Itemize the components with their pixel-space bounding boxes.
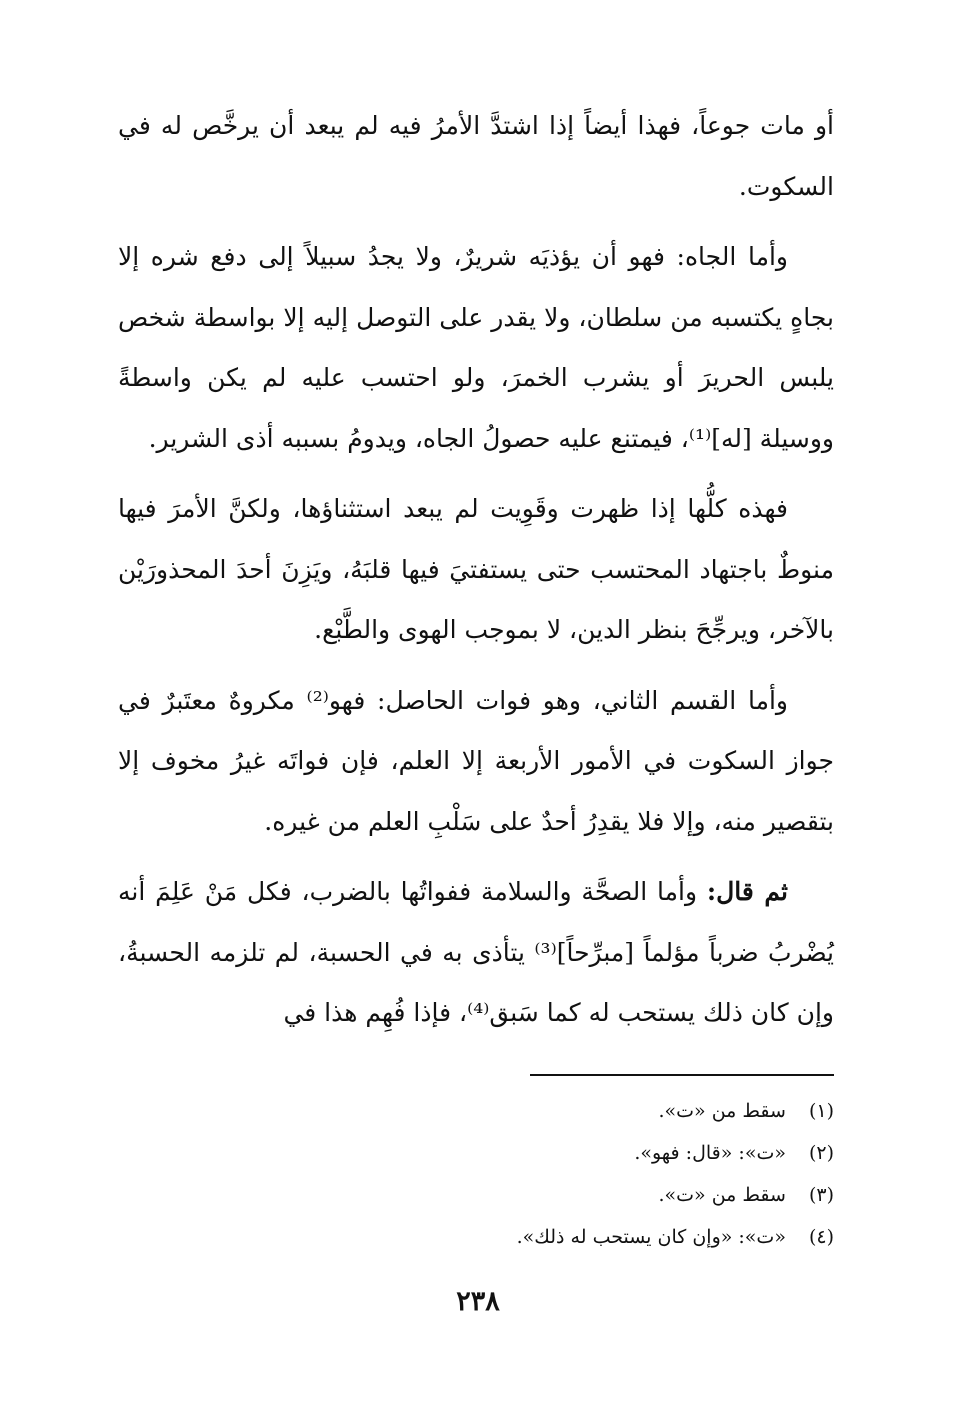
paragraph-text: أو مات جوعاً، فهذا أيضاً إذا اشتدَّ الأمرُ فيه لم يبعد أن يرخَّص له في السكوت. [118, 111, 834, 201]
main-text [118, 96, 834, 1054]
paragraph-text: وأما الجاه: فهو أن يؤذيَه شريرٌ، ولا يجدُ سبيلاً إلى دفع شره إلا بجاهٍ يكتسبه من سلطان، ولا يقدر على التوصل إليه إلا بواسطة شخص يلبس الحريرَ أو يشرب الخمرَ، ولو احتسب عليه لم يكن واسطةً ووسيلة [له]⁽¹⁾، فيمتنع عليه حصولُ الجاه، ويدومُ بسببه أذى الشرير. [118, 242, 834, 453]
footnote-divider [530, 1074, 834, 1076]
footnote-number: (٤) [808, 1226, 834, 1248]
paragraph-lead: ثم قال: [706, 877, 789, 906]
footnote-number: (٢) [808, 1142, 834, 1164]
footnote-number: (١) [808, 1100, 834, 1122]
footnote-item [118, 1216, 834, 1258]
paragraph-1 [118, 96, 834, 217]
footnote-item [118, 1132, 834, 1174]
footnote-text: سقط من «ت». [658, 1100, 786, 1122]
footnote-item [118, 1174, 834, 1216]
paragraph-3 [118, 479, 834, 661]
footnotes-list [118, 1090, 834, 1258]
footnote-text: «ت»: «قال: فهو». [634, 1142, 786, 1164]
footnote-text: سقط من «ت». [658, 1184, 786, 1206]
footnote-item [118, 1090, 834, 1132]
paragraph-2 [118, 227, 834, 469]
paragraph-text: فهذه كلُّها إذا ظهرت وقَوِيت لم يبعد استثناؤها، ولكنَّ الأمرَ فيها منوطٌ باجتهاد المحتسب حتى يستفتيَ فيها قلبَهُ، ويَزِنَ أحدَ المحذورَيْن بالآخر، ويرجِّحَ بنظر الدين، لا بموجب الهوى والطَّبْع. [118, 494, 834, 644]
footnote-number: (٣) [808, 1184, 834, 1206]
footnote-text: «ت»: «وإن كان يستحب له ذلك». [516, 1226, 786, 1248]
paragraph-text: وأما القسم الثاني، وهو فوات الحاصل: فهو⁽²⁾ مكروهٌ معتَبرٌ في جواز السكوت في الأمور الأربعة إلا العلم، فإن فواتَه غيرُ مخوف إلا بتقصير منه، وإلا فلا يقدِرُ أحدٌ على سَلْبِ العلم من غيره. [118, 685, 834, 836]
page-number: ٢٣٨ [456, 1286, 500, 1317]
paragraph-4 [118, 671, 834, 853]
paragraph-5 [118, 862, 834, 1044]
paragraph-text: وأما الصحَّة والسلامة ففواتُها بالضرب، فكل مَنْ عَلِمَ أنه يُضْربُ ضرباً مؤلماً [مبرِّحاً]⁽³⁾ يتأذى به في الحسبة، لم تلزمه الحسبةُ، وإن كان ذلك يستحب له كما سَبق⁽⁴⁾، فإذا فُهِم هذا في [118, 877, 834, 1027]
